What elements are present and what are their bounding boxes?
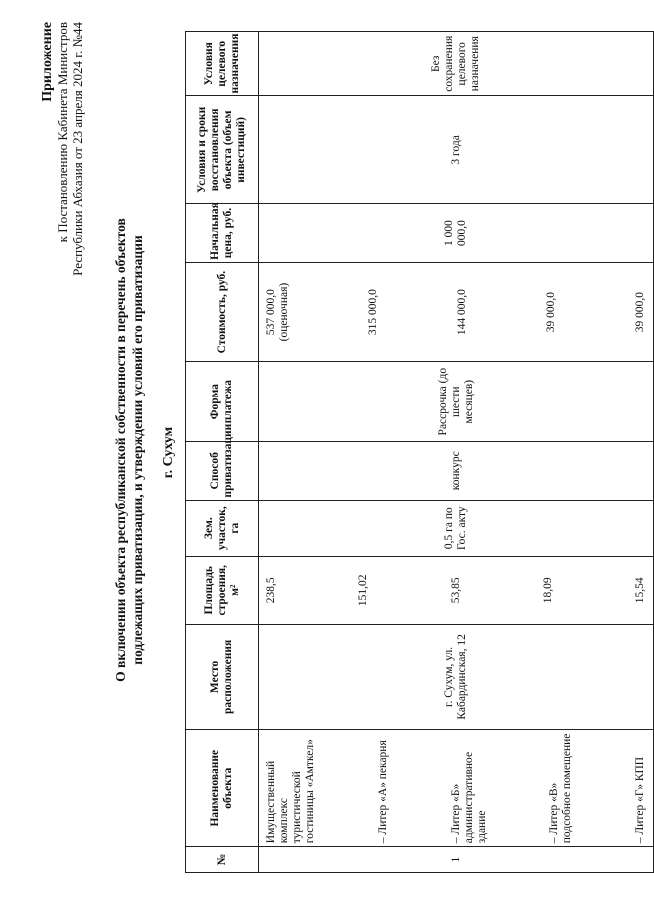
object-cost: 144 000,0 (456, 289, 468, 336)
object-area: 18,09 (541, 577, 554, 604)
object-areas-cell-stack (261, 559, 651, 622)
row-restore: 3 года (259, 96, 654, 204)
city-heading: г. Сухум (161, 426, 176, 479)
object-area: 15,54 (634, 577, 646, 604)
row-land: 0,5 га по Гос. акту (259, 500, 654, 556)
row-num: 1 (259, 847, 654, 873)
title-line-1: О включении объекта республиканской собственности в перечень объектов (113, 218, 128, 682)
object-names-cell-stack (261, 732, 651, 843)
object-cost: 39 000,0 (545, 291, 557, 333)
header-land: Зем. участок, га (186, 500, 259, 556)
document-header (40, 22, 85, 276)
object-name: Имущественный комплекс туристической гостиницы «Амткел» (265, 739, 316, 844)
header-line-2: Республики Абхазия от 23 апреля 2024 г. №44 (70, 22, 85, 276)
object-name: – Литер «А» пекарня (376, 740, 389, 844)
header-start-price: Начальная цена, руб. (186, 204, 259, 263)
object-areas-cell (259, 556, 654, 624)
object-names-cell (259, 730, 654, 847)
object-costs-cell (259, 262, 654, 362)
object-area: 238,5 (265, 577, 277, 604)
header-location: Место расположения (186, 624, 259, 729)
object-costs-cell-stack (261, 265, 651, 360)
header-cost: Стоимость, руб. (186, 262, 259, 362)
row-location: г. Сухум, ул. Кабардинская, 12 (259, 624, 654, 729)
header-num: № (186, 847, 259, 873)
object-name: – Литер «Б» административное здание (449, 751, 488, 844)
header-area: Площадь строения, м² (186, 556, 259, 624)
object-area: 53,85 (449, 577, 462, 604)
header-line-1: к Постановлению Кабинета Министров (55, 22, 70, 243)
row-purpose: Без сохранения целевого назначения (259, 32, 654, 97)
object-cost: 537 000,0 (оценочная) (265, 282, 290, 342)
document-title (112, 145, 146, 755)
object-area: 151,02 (357, 574, 370, 607)
table-header-row (186, 32, 259, 873)
header-restore: Условия и сроки восстановления объекта (объем инвестиций) (186, 96, 259, 204)
object-name: – Литер «В» подсобное помещение (548, 733, 574, 844)
object-name: – Литер «Г» КПП (634, 756, 646, 844)
privatization-table (185, 31, 654, 873)
object-cost: 39 000,0 (634, 291, 646, 333)
header-name: Наименование объекта (186, 730, 259, 847)
table-row (259, 32, 654, 873)
row-start-price: 1 000 000,0 (259, 204, 654, 263)
row-method: конкурс (259, 442, 654, 501)
header-method: Способ приватизации (186, 442, 259, 501)
header-payment: Форма платежа (186, 362, 259, 442)
header-purpose: Условия целевого назначения (186, 32, 259, 97)
row-payment: Рассрочка (до шести месяцев) (259, 362, 654, 442)
title-line-2: подлежащих приватизации, и утверждении условий его приватизации (130, 235, 145, 665)
object-cost: 315 000,0 (367, 289, 379, 336)
appendix-label: Приложение (40, 22, 55, 102)
